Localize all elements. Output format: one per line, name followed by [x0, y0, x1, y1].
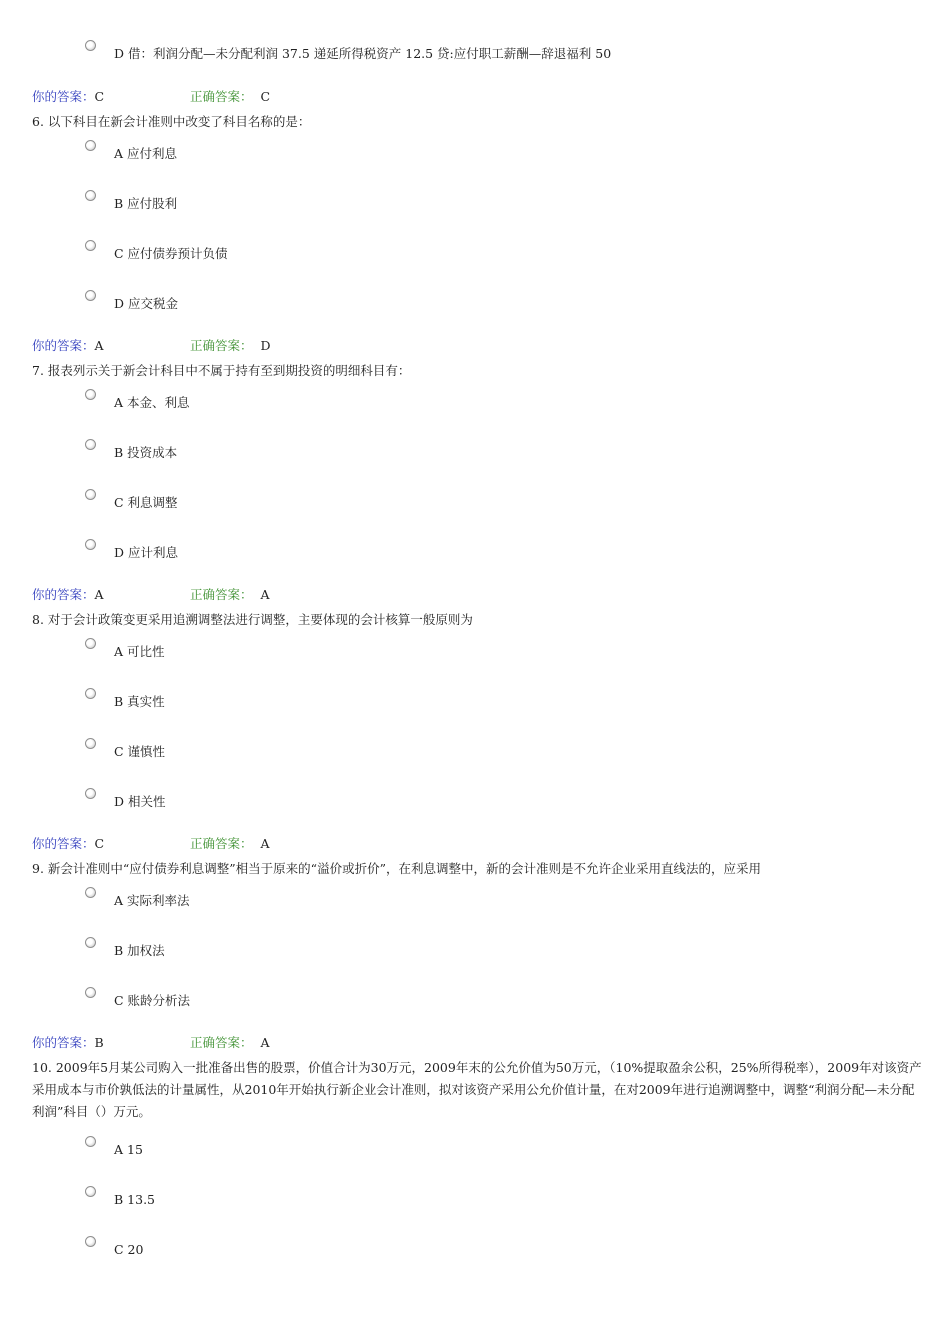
radio-q6-d[interactable] [85, 290, 96, 301]
radio-q9-a[interactable] [85, 887, 96, 898]
option-q6-c: C 应付债券预计负债 [114, 246, 228, 261]
option-q8-d: D 相关性 [114, 794, 166, 809]
radio-q9-c[interactable] [85, 987, 96, 998]
option-q6-a: A 应付利息 [114, 146, 178, 161]
correct-answer-label: 正确答案： [190, 1035, 253, 1050]
correct-answer-label: 正确答案： [190, 587, 253, 602]
radio-q6-b[interactable] [85, 190, 96, 201]
radio-q10-b[interactable] [85, 1186, 96, 1197]
radio-q8-c[interactable] [85, 738, 96, 749]
option-q9-a: A 实际利率法 [114, 893, 190, 908]
correct-answer-value: C [260, 89, 271, 104]
option-q7-a: A 本金、利息 [114, 395, 190, 410]
radio-q10-c[interactable] [85, 1236, 96, 1247]
question-7-text: 7. 报表列示关于新会计科目中不属于持有至到期投资的明细科目有： [32, 363, 411, 378]
radio-q7-d[interactable] [85, 539, 96, 550]
radio-q6-c[interactable] [85, 240, 96, 251]
correct-answer-value: A [260, 1035, 270, 1050]
correct-answer-label: 正确答案： [190, 89, 253, 104]
radio-q10-a[interactable] [85, 1136, 96, 1147]
your-answer-label: 你的答案： [32, 587, 95, 602]
radio-q8-b[interactable] [85, 688, 96, 699]
your-answer-value: A [94, 587, 104, 602]
your-answer-label: 你的答案： [32, 836, 95, 851]
radio-q6-a[interactable] [85, 140, 96, 151]
radio-q5-d[interactable] [85, 40, 96, 51]
option-q7-c: C 利息调整 [114, 495, 178, 510]
correct-answer-value: D [260, 338, 271, 353]
option-q10-a: A 15 [114, 1142, 143, 1157]
question-6-text: 6. 以下科目在新会计准则中改变了科目名称的是： [32, 114, 311, 129]
option-q9-c: C 账龄分析法 [114, 993, 191, 1008]
option-q6-b: B 应付股利 [114, 196, 178, 211]
your-answer-value: C [94, 89, 105, 104]
option-q10-b: B 13.5 [114, 1192, 155, 1207]
radio-q7-a[interactable] [85, 389, 96, 400]
radio-q7-b[interactable] [85, 439, 96, 450]
option-q8-a: A 可比性 [114, 644, 165, 659]
your-answer-label: 你的答案： [32, 89, 95, 104]
option-q5-d: D 借：利润分配—未分配利润 37.5 递延所得税资产 12.5 贷:应付职工薪酬—辞退福利 50 [114, 46, 612, 61]
correct-answer-label: 正确答案： [190, 338, 253, 353]
option-q7-b: B 投资成本 [114, 445, 178, 460]
option-q8-b: B 真实性 [114, 694, 165, 709]
correct-answer-value: A [260, 836, 270, 851]
radio-q9-b[interactable] [85, 937, 96, 948]
correct-answer-value: A [260, 587, 270, 602]
option-q9-b: B 加权法 [114, 943, 165, 958]
your-answer-value: C [94, 836, 105, 851]
question-10-text: 10. 2009年5月某公司购入一批准备出售的股票，价值合计为30万元，2009年末的公允价值为50万元，（10%提取盈余公积，25%所得税率），2009年对该资产采用成本与市价孰低法的计量属性，从2010年开始执行新企业会计准则，拟对该资产采用公允价值计量，在对2009年进行追溯调整中，调整“利润分配—未分配利润”科目（）万元。 [32, 1060, 922, 1119]
option-q7-d: D 应计利息 [114, 545, 178, 560]
option-q8-c: C 谨慎性 [114, 744, 166, 759]
option-q10-c: C 20 [114, 1242, 144, 1257]
your-answer-value: A [94, 338, 104, 353]
question-9-text: 9. 新会计准则中“应付债券利息调整”相当于原来的“溢价或折价”，在利息调整中，新的会计准则是不允许企业采用直线法的，应采用 [32, 861, 761, 876]
option-q6-d: D 应交税金 [114, 296, 178, 311]
radio-q8-d[interactable] [85, 788, 96, 799]
your-answer-label: 你的答案： [32, 1035, 95, 1050]
radio-q8-a[interactable] [85, 638, 96, 649]
your-answer-value: B [94, 1035, 104, 1050]
radio-q7-c[interactable] [85, 489, 96, 500]
correct-answer-label: 正确答案： [190, 836, 253, 851]
your-answer-label: 你的答案： [32, 338, 95, 353]
question-8-text: 8. 对于会计政策变更采用追溯调整法进行调整，主要体现的会计核算一般原则为 [32, 612, 473, 627]
